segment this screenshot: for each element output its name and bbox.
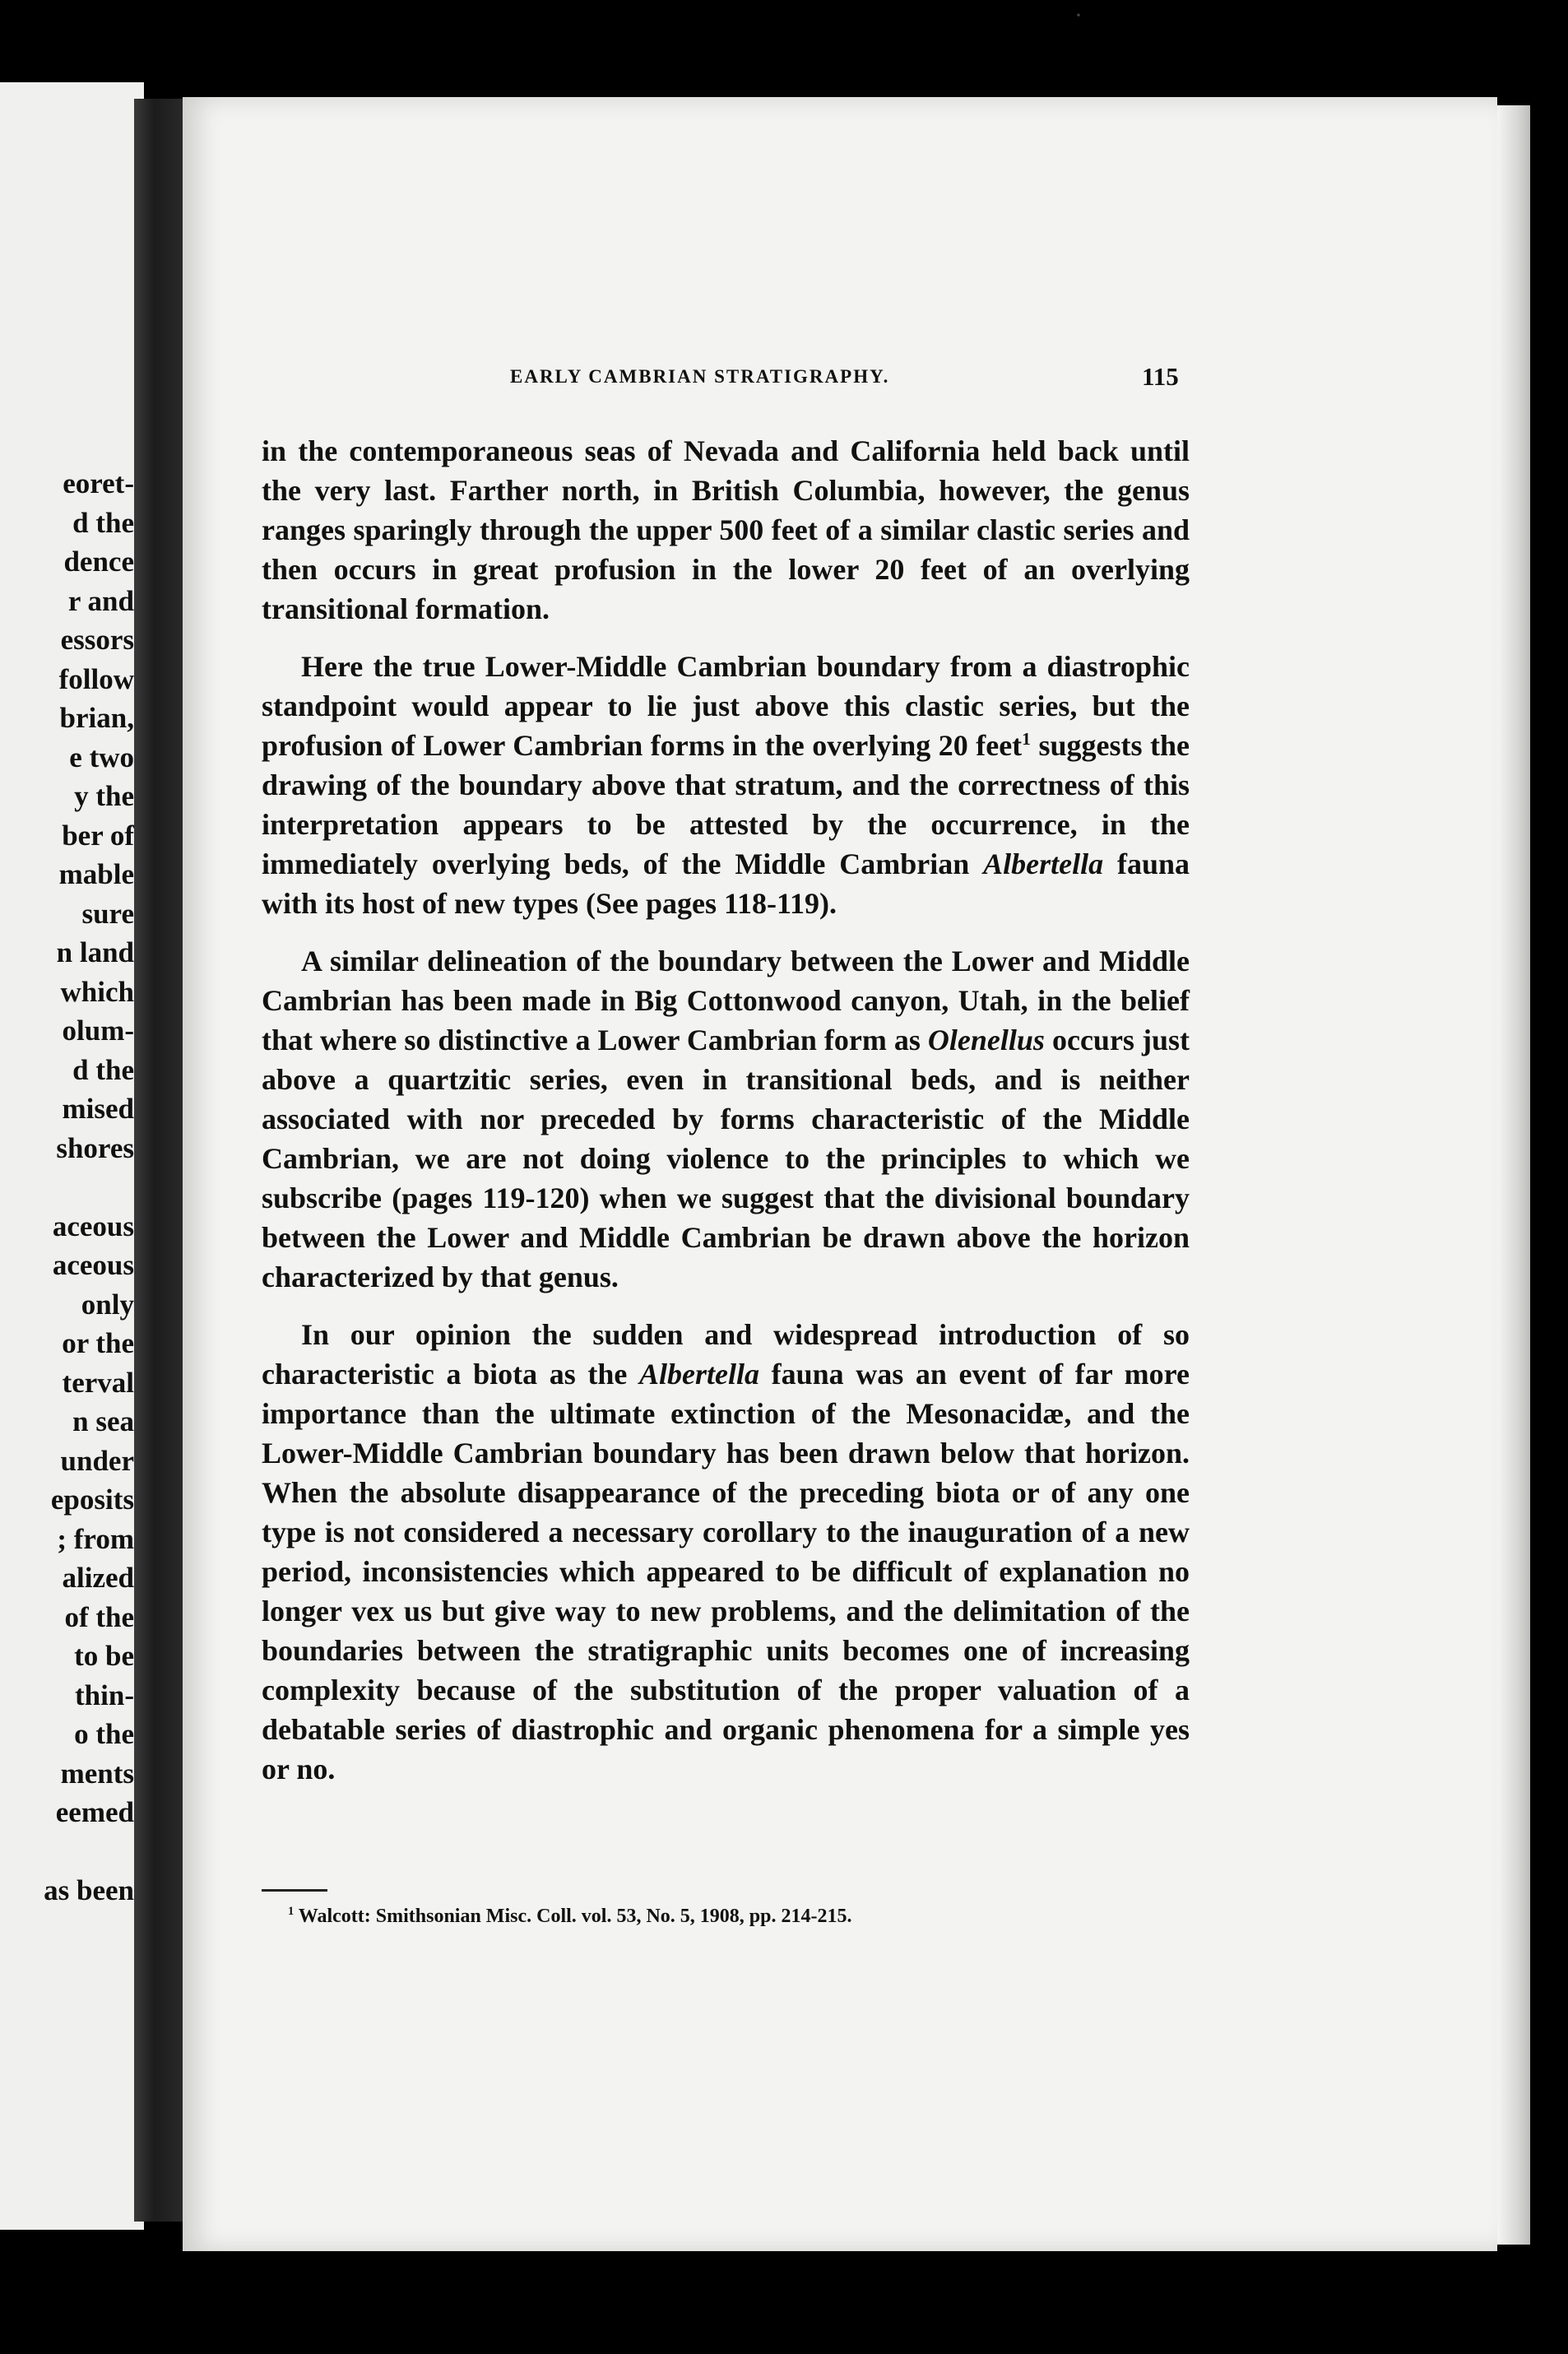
footnote <box>288 1906 851 1928</box>
left-page-line: aceous <box>52 1210 134 1242</box>
left-page-line: as been <box>44 1874 134 1906</box>
left-page-line: essors <box>60 624 134 656</box>
left-page-line: aceous <box>52 1249 134 1281</box>
footnote-text: Walcott: Smithsonian Misc. Coll. vol. 53, No. 5, 1908, pp. 214-215. <box>298 1906 852 1927</box>
left-page-line: of the <box>64 1600 134 1633</box>
paragraph-1: in the contemporaneous seas of Nevada and California held back until the very last. Farther north, in British Columbia, however, the genus ranges sparingly through the upper 500 feet of a similar clastic series and then occurs in great profusion in the lower 20 feet of an overlying transitional formation. <box>262 434 1190 625</box>
footnote-rule <box>262 1889 327 1892</box>
footnote-marker: 1 <box>288 1905 295 1918</box>
scan-speck: · <box>1074 2 1083 29</box>
left-page-line: alized <box>62 1562 134 1594</box>
left-page-line: shores <box>56 1131 134 1164</box>
left-page-line: e two <box>69 741 134 773</box>
left-page-line: to be <box>74 1640 134 1672</box>
left-page-line: sure <box>81 897 134 930</box>
left-page-line: brian, <box>59 702 134 734</box>
left-page-line: ber of <box>62 819 134 852</box>
left-page-line: ments <box>60 1757 134 1790</box>
left-page-line: mable <box>58 858 134 890</box>
running-head: EARLY CAMBRIAN STRATIGRAPHY. <box>510 366 890 387</box>
left-page-line: eoret- <box>63 467 134 499</box>
left-page-line: or the <box>62 1327 134 1359</box>
left-page-line: follow <box>58 662 134 695</box>
left-facing-page <box>0 82 144 2230</box>
left-page-line: d the <box>72 1053 134 1086</box>
left-page-line: which <box>60 975 134 1008</box>
paragraph-3: A similar delineation of the boundary between the Lower and Middle Cambrian has been made in Big Cottonwood canyon, Utah, in the belief that where so distinctive a Lower Cambrian form as Olenellus occurs just above a quartzitic series, even in transitional beds, and is neither associated with nor preceded by forms characteristic of the Middle Cambrian, we are not doing violence to the principles to which we subscribe (pages 119-120) when we suggest that the divisional boundary between the Lower and Middle Cambrian be drawn above the horizon characterized by that genus. <box>262 945 1190 1293</box>
left-page-line: only <box>81 1288 134 1321</box>
left-page-line: olum- <box>62 1014 134 1047</box>
paragraph-4: In our opinion the sudden and widespread introduction of so characteristic a biota as the Albertella fauna was an event of far more importance than the ultimate extinction of the Mesonacidæ, and the Lower-Middle Cambrian boundary has been drawn below that horizon. When the absolute disappearance of the preceding biota or of any one type is not considered a necessary corollary to the inauguration of a new period, inconsistencies which appeared to be difficult of explanation no longer vex us but give way to new problems, and the delimitation of the boundaries between the stratigraphic units becomes one of increasing complexity because of the substitution of the proper valuation of a debatable series of diastrophic and organic phenomena for a simple yes or no. <box>262 1318 1190 1785</box>
paragraph-2: Here the true Lower-Middle Cambrian boundary from a diastrophic standpoint would appear to lie just above this clastic series, but the profusion of Lower Cambrian forms in the overlying 20 feet$^1$ suggests the drawing of the boundary above that stratum, and the correctness of this interpretation appears to be attested by the occurrence, in the immediately overlying beds, of the Middle Cambrian Albertella fauna with its host of new types (See pages 118-119). <box>262 650 1190 920</box>
left-page-line: eposits <box>50 1483 134 1516</box>
body-text <box>262 431 1190 1789</box>
page-edge <box>1497 105 1530 2245</box>
left-page-line: mised <box>62 1093 134 1125</box>
left-page-line: dence <box>63 546 134 578</box>
page-number: 115 <box>1142 362 1179 391</box>
left-page-line: n land <box>56 936 134 968</box>
left-page-line: y the <box>74 780 134 812</box>
left-page-line: n sea <box>72 1405 134 1437</box>
left-page-line: d the <box>72 506 134 539</box>
left-page-line: thin- <box>75 1678 134 1711</box>
left-page-line: o the <box>74 1718 134 1750</box>
left-page-line: under <box>60 1444 134 1477</box>
left-page-line: eemed <box>55 1796 134 1828</box>
left-page-line: ; from <box>57 1522 134 1555</box>
left-page-line: terval <box>62 1366 134 1399</box>
book-gutter <box>134 99 185 2222</box>
left-page-line: r and <box>67 584 134 617</box>
